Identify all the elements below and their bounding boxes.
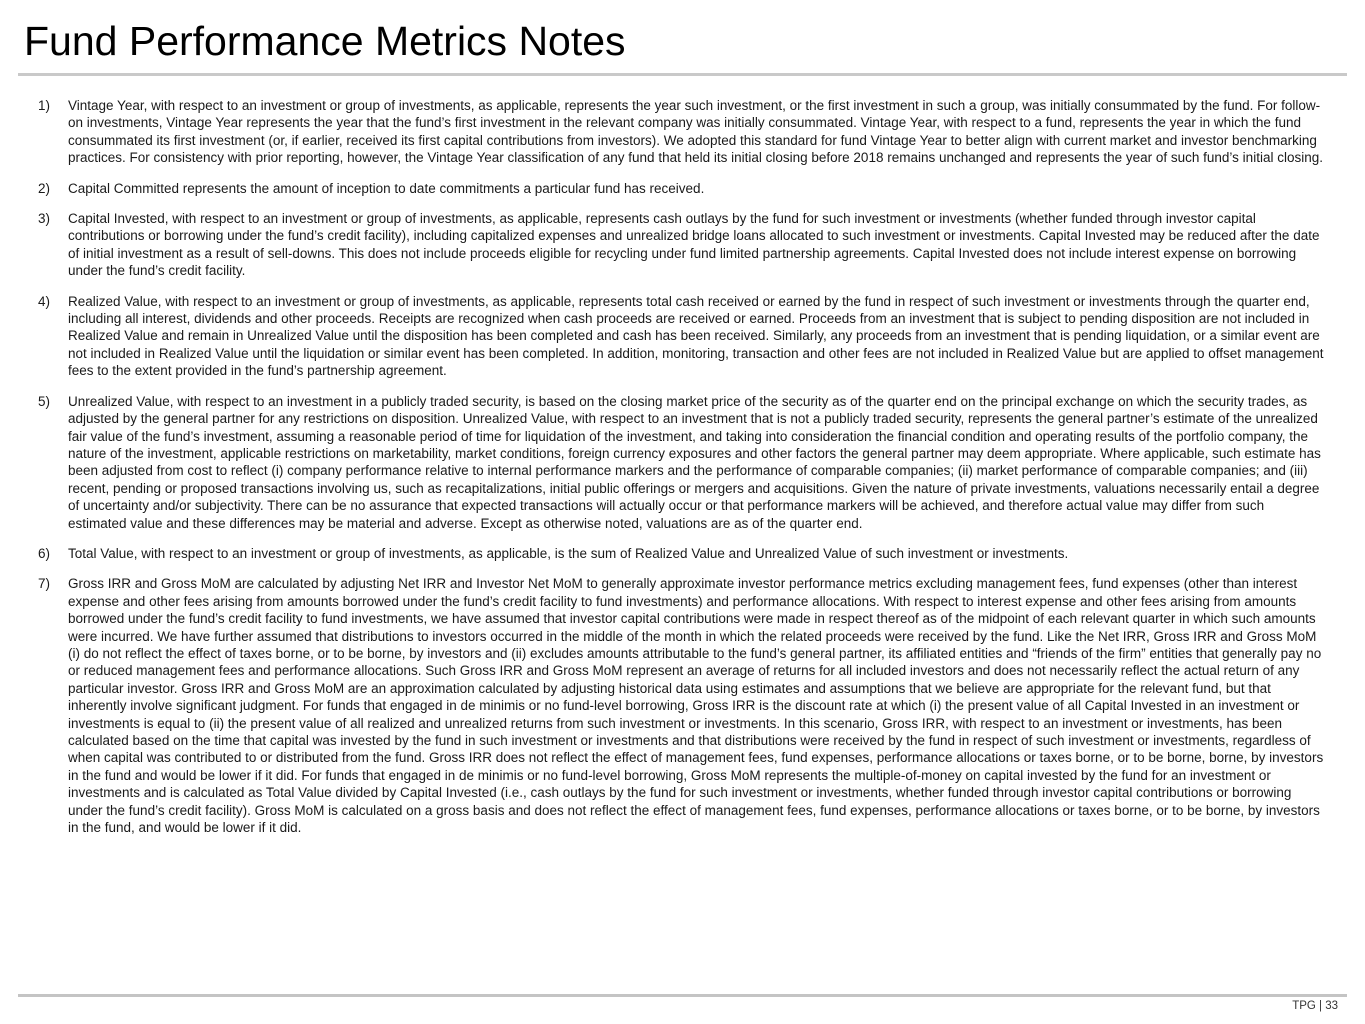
note-text: Vintage Year, with respect to an investment or group of investments, as applicable, represents the year such investment, or the first investment in such a group, was initially consummated by the fund. For follow-on investments, Vintage Year represents the year that the fund’s first investment in the relevant company was initially consummated. Vintage Year, with respect to a fund, represents the year in which the fund consummated its first investment (or, if earlier, received its first capital contributions from investors). We adopted this standard for fund Vintage Year to better align with current market and investor benchmarking practices. For consistency with prior reporting, however, the Vintage Year classification of any fund that held its initial closing before 2018 remains unchanged and represents the year of such fund’s initial closing.: [68, 98, 1323, 166]
note-item-5: [38, 393, 1325, 532]
notes-list: [38, 97, 1325, 849]
note-item-7: [38, 575, 1325, 836]
note-text: Capital Invested, with respect to an investment or group of investments, as applicable, represents cash outlays by the fund for such investment or investments (whether funded through investor capital contributions or borrowing under the fund’s credit facility), including capitalized expenses and unrealized bridge loans allocated to such investment or investments. Capital Invested may be reduced after the date of initial investment as a result of sell-downs. This does not include proceeds eligible for recycling under fund limited partnership agreements. Capital Invested does not include interest expense on borrowing under the fund’s credit facility.: [68, 211, 1320, 279]
note-text: Total Value, with respect to an investment or group of investments, as applicable, is the sum of Realized Value and Unrealized Value of such investment or investments.: [68, 545, 1069, 561]
footer-page-label: TPG | 33: [1292, 1000, 1338, 1012]
note-text: Realized Value, with respect to an investment or group of investments, as applicable, represents total cash received or earned by the fund in respect of such investment or investments through the quarter end, including all interest, dividends and other proceeds. Receipts are recognized when cash proceeds are received or earned. Proceeds from an investment that is subject to pending disposition are not included in Realized Value and remain in Unrealized Value until the disposition has been completed and cash has been received. Similarly, any proceeds from an investment that is pending liquidation, or a similar event are not included in Realized Value until the liquidation or similar event has been completed. In addition, monitoring, transaction and other fees are not included in Realized Value but are applied to offset management fees to the extent provided in the fund’s partnership agreement.: [68, 293, 1324, 379]
note-text: Unrealized Value, with respect to an investment in a publicly traded security, is based on the closing market price of the security as of the quarter end on the principal exchange on which the security trades, as adjusted by the general partner for any restrictions on disposition. Unrealized Value, with respect to an investment that is not a publicly traded security, represents the general partner’s estimate of the unrealized fair value of the fund’s investment, assuming a reasonable period of time for liquidation of the investment, and taking into consideration the financial condition and operating results of the portfolio company, the nature of the investment, applicable restrictions on marketability, market conditions, foreign currency exposures and other factors the general partner may deem appropriate. Where applicable, such estimate has been adjusted from cost to reflect (i) company performance relative to internal performance markers and the performance of comparable companies; (ii) market performance of comparable companies; and (iii) recent, pending or proposed transactions involving us, such as recapitalizations, initial public offerings or mergers and acquisitions. Given the nature of private investments, valuations necessarily entail a degree of uncertainty and/or subjectivity. There can be no assurance that expected transactions will actually occur or that performance markers will be achieved, and therefore actual value may differ from such estimated value and these differences may be material and adverse. Except as otherwise noted, valuations are as of the quarter end.: [68, 393, 1321, 531]
note-number: 4): [38, 293, 51, 309]
note-item-3: [38, 210, 1325, 280]
page-title: Fund Performance Metrics Notes: [24, 18, 626, 64]
note-number: 5): [38, 393, 51, 409]
note-item-2: [38, 180, 1325, 197]
note-text: Capital Committed represents the amount of inception to date commitments a particular fund has received.: [68, 180, 705, 196]
footer-divider: [18, 994, 1347, 997]
title-divider: [18, 73, 1347, 76]
note-item-4: [38, 293, 1325, 380]
note-number: 2): [38, 180, 51, 196]
note-text: Gross IRR and Gross MoM are calculated by adjusting Net IRR and Investor Net MoM to generally approximate investor performance metrics excluding management fees, fund expenses (other than interest expense and other fees arising from amounts borrowed under the fund’s credit facility to fund investments) and performance allocations. With respect to interest expense and other fees arising from amounts borrowed under the fund’s credit facility to fund investments, we have assumed that investor capital contributions were made in respect thereof as of the midpoint of each relevant quarter in which such amounts were incurred. We have further assumed that distributions to investors occurred in the middle of the month in which the related proceeds were received by the fund. Like the Net IRR, Gross IRR and Gross MoM (i) do not reflect the effect of taxes borne, or to be borne, by investors and (ii) excludes amounts attributable to the fund’s general partner, its affiliated entities and “friends of the firm” entities that generally pay no or reduced management fees and performance allocations. Such Gross IRR and Gross MoM represent an average of returns for all included investors and does not necessarily reflect the actual return of any particular investor. Gross IRR and Gross MoM are an approximation calculated by adjusting historical data using estimates and assumptions that we believe are appropriate for the relevant fund, but that inherently involve significant judgment. For funds that engaged in de minimis or no fund-level borrowing, Gross IRR is the discount rate at which (i) the present value of all Capital Invested in an investment or investments is equal to (ii) the present value of all realized and unrealized returns from such investment or investments. In this scenario, Gross IRR, with respect to an investment or investments, has been calculated based on the time that capital was invested by the fund in such investment or investments and that distributions were received by the fund in respect of such investment or investments, regardless of when capital was contributed to or distributed from the fund. Gross IRR does not reflect the effect of management fees, fund expenses, performance allocations or taxes borne, or to be borne, borne, by investors in the fund and would be lower if it did. For funds that engaged in de minimis or no fund-level borrowing, Gross MoM represents the multiple-of-money on capital invested by the fund for an investment or investments and is calculated as Total Value divided by Capital Invested (i.e., cash outlays by the fund for such investment or investments, whether funded through investor capital contributions or borrowing under the fund’s credit facility). Gross MoM is calculated on a gross basis and does not reflect the effect of management fees, fund expenses, performance allocations or taxes borne, or to be borne, by investors in the fund, and would be lower if it did.: [68, 576, 1324, 836]
note-number: 7): [38, 576, 51, 592]
note-number: 6): [38, 545, 51, 561]
note-item-1: [38, 97, 1325, 167]
note-number: 3): [38, 211, 51, 227]
note-item-6: [38, 545, 1325, 562]
note-number: 1): [38, 98, 51, 113]
